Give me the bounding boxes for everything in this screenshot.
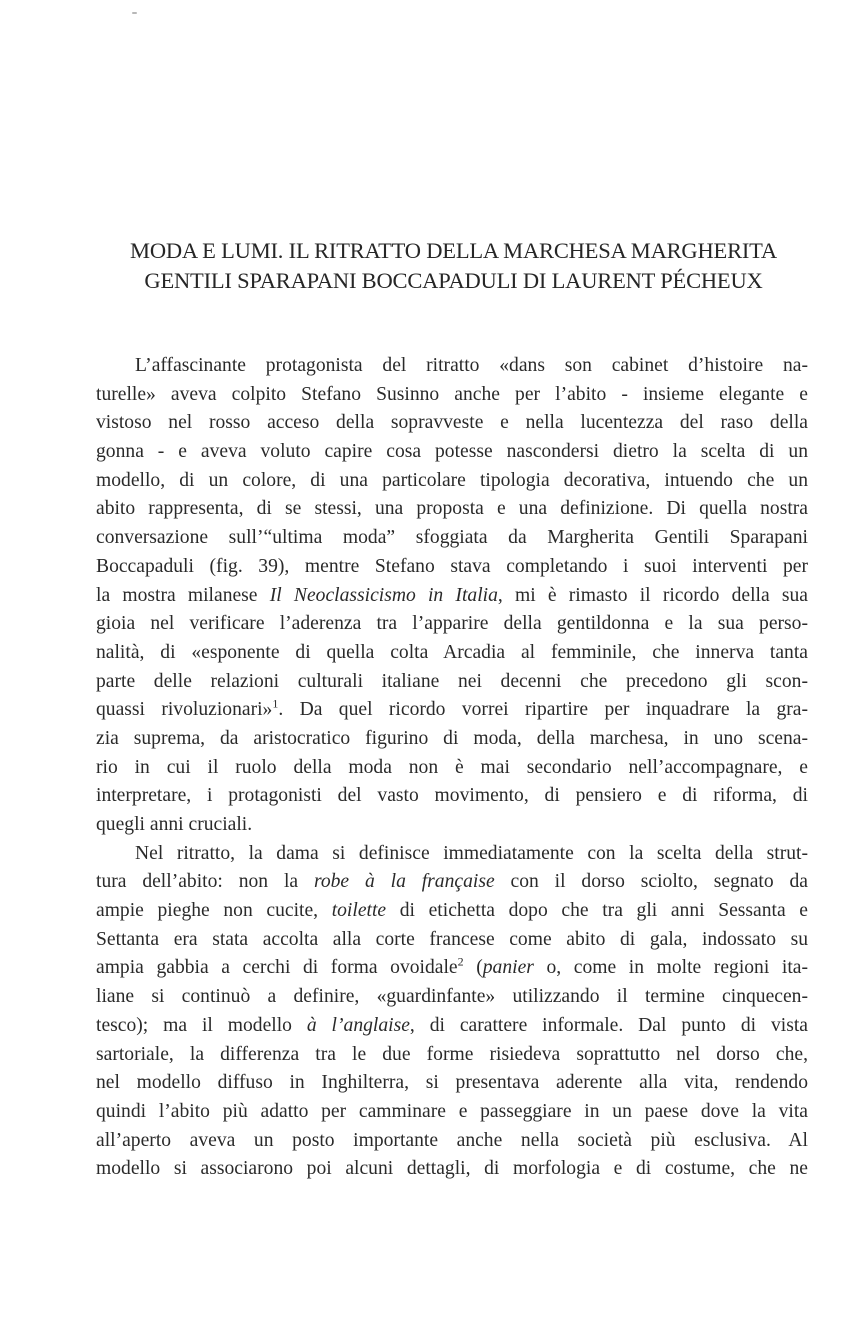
italic-term: à l’anglaise	[306, 1014, 410, 1036]
p1-line: interpretare, i protagonisti del vasto movimento, di pensiero e di riforma, di	[96, 785, 808, 807]
body-text	[96, 352, 808, 1184]
text-run: . Da quel ricordo vorrei ripartire per inquadrare la gra-	[278, 699, 808, 721]
p1-line: gioia nel verificare l’aderenza tra l’apparire della gentildonna e la sua perso-	[96, 613, 808, 635]
scan-speck	[132, 12, 137, 14]
p1-line: abito rappresenta, di se stessi, una proposta e una definizione. Di quella nostra	[96, 498, 808, 520]
title-line-1: MODA E LUMI. IL RITRATTO DELLA MARCHESA MARGHERITA	[130, 238, 777, 263]
text-run: quassi rivoluzionari»	[96, 699, 273, 721]
p1-line: gonna - e aveva voluto capire cosa potesse nascondersi dietro la scelta di un	[96, 441, 808, 463]
p2-line	[96, 954, 808, 983]
p1-line: L’affascinante protagonista del ritratto «dans son cabinet d’histoire na-	[135, 355, 808, 376]
p1-line: parte delle relazioni culturali italiane nei decenni che precedono gli scon-	[96, 670, 808, 692]
p1-line	[96, 696, 808, 725]
p1-line: zia suprema, da aristocratico figurino di moda, della marchesa, in uno scena-	[96, 727, 808, 749]
p2-line	[96, 868, 808, 897]
italic-term: toilette	[331, 900, 387, 922]
p1-line: quegli anni cruciali.	[96, 814, 253, 835]
text-run: la mostra milanese	[96, 584, 270, 606]
p1-line: vistoso nel rosso acceso della sopravveste e nella lucentezza del raso della	[96, 412, 808, 434]
text-run: , di carattere informale. Dal punto di vista	[409, 1014, 808, 1036]
text-run: di etichetta dopo che tra gli anni Sessanta e	[386, 900, 808, 922]
text-run: (	[463, 957, 483, 979]
title-line-2: GENTILI SPARAPANI BOCCAPADULI DI LAURENT PÉCHEUX	[144, 268, 763, 293]
text-run: o, come in molte regioni ita-	[533, 957, 808, 979]
italic-title: Il Neoclassicismo in Italia	[269, 584, 498, 606]
p2-line: sartoriale, la differenza tra le due forme risiedeva soprattutto nel dorso che,	[96, 1043, 808, 1065]
p1-line: conversazione sull’“ultima moda” sfoggiata da Margherita Gentili Sparapani	[96, 527, 808, 549]
p2-line: all’aperto aveva un posto importante anche nella società più esclusiva. Al	[96, 1129, 808, 1151]
footnote-marker: 2	[457, 954, 464, 969]
text-run: , mi è rimasto il ricordo della sua	[497, 584, 808, 606]
p2-line: liane si continuò a definire, «guardinfante» utilizzando il termine cinquecen-	[96, 986, 808, 1008]
p1-line: Boccapaduli (fig. 39), mentre Stefano stava completando i suoi interventi per	[96, 555, 808, 577]
p1-line: rio in cui il ruolo della moda non è mai secondario nell’accompagnare, e	[96, 756, 808, 778]
text-run: tura dell’abito: non la	[96, 871, 314, 893]
chapter-title	[60, 236, 847, 296]
text-run: tesco); ma il modello	[96, 1014, 307, 1036]
p1-line	[96, 582, 808, 611]
p1-line: nalità, di «esponente di quella colta Arcadia al femminile, che innerva tanta	[96, 641, 808, 663]
text-run: con il dorso sciolto, segnato da	[494, 871, 808, 893]
p2-line: modello si associarono poi alcuni dettagli, di morfologia e di costume, che ne	[96, 1158, 808, 1180]
p1-line: turelle» aveva colpito Stefano Susinno anche per l’abito - insieme elegante e	[96, 383, 808, 405]
p2-line	[96, 1012, 808, 1041]
p2-line: Nel ritratto, la dama si definisce immediatamente con la scelta della strut-	[135, 842, 808, 864]
p2-line: quindi l’abito più adatto per camminare e passeggiare in un paese dove la vita	[96, 1100, 808, 1122]
p2-line	[96, 897, 808, 926]
text-run: ampie pieghe non cucite,	[96, 900, 332, 922]
footnote-marker: 1	[272, 696, 279, 711]
p2-line: Settanta era stata accolta alla corte francese come abito di gala, indossato su	[96, 928, 808, 950]
p1-line: modello, di un colore, di una particolare tipologia decorativa, intuendo che un	[96, 469, 808, 491]
p2-line: nel modello diffuso in Inghilterra, si presentava aderente alla vita, rendendo	[96, 1072, 808, 1094]
italic-term: panier	[482, 957, 534, 979]
italic-term: robe à la française	[313, 871, 495, 893]
text-run: ampia gabbia a cerchi di forma ovoidale	[96, 957, 458, 979]
